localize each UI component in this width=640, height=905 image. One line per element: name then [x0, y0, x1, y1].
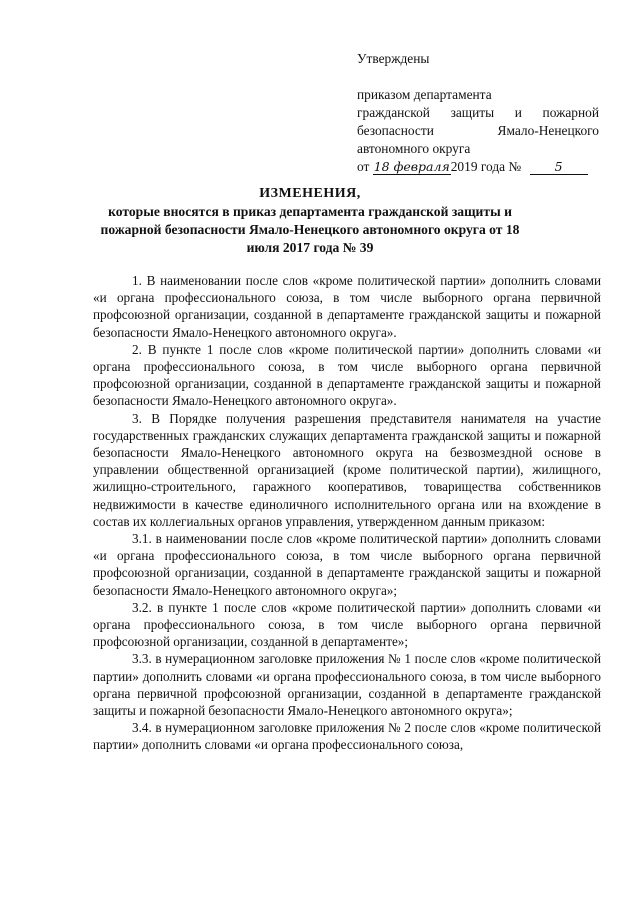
- paragraph-1: 1. В наименовании после слов «кроме политической партии» дополнить словами «и органа профессионального союза, в том числе выборного органа первичной профсоюзной организации, созданной в департаменте гражданской защиты и пожарной безопасности Ямало-Ненецкого автономного округа».: [93, 273, 601, 340]
- handwritten-number: 5: [530, 159, 588, 175]
- document-body: [93, 272, 601, 754]
- paragraph-2: 2. В пункте 1 после слов «кроме политической партии» дополнить словами «и органа профессионального союза, в том числе выборного органа первичной профсоюзной организации, созданной в департаменте гражданской защиты и пожарной безопасности Ямало-Ненецкого автономного округа».: [93, 341, 601, 409]
- approval-line-3: безопасности Ямало-Ненецкого: [357, 123, 599, 138]
- approval-line-1: приказом департамента: [357, 87, 492, 102]
- date-suffix: 2019 года №: [450, 159, 522, 174]
- title-main: ИЗМЕНЕНИЯ,: [259, 186, 361, 201]
- approval-line-4: автономного округа: [357, 141, 471, 156]
- paragraph-3-2: 3.2. в пункте 1 после слов «кроме политической партии» дополнить словами «и органа профессионального союза, в том числе выборного органа первичной профсоюзной организации, созданной в департаменте»;: [93, 599, 601, 650]
- approval-block: [357, 50, 599, 176]
- title-subtitle: которые вносятся в приказ департамента гражданской защиты и пожарной безопасности Ямало-Ненецкого автономного округа от 18 июля 2017 года № 39: [100, 204, 520, 255]
- paragraph-3-1: 3.1. в наименовании после слов «кроме политической партии» дополнить словами «и органа профессионального союза, в том числе выборного органа первичной профсоюзной организации, созданной в департаменте гражданской защиты и пожарной безопасности Ямало-Ненецкого автономного округа»;: [93, 531, 601, 598]
- paragraph-3-4: 3.4. в нумерационном заголовке приложения № 2 после слов «кроме политической партии» дополнить словами «и органа профессионального союза,: [93, 720, 601, 753]
- date-prefix: от: [357, 159, 370, 174]
- paragraph-3-3: 3.3. в нумерационном заголовке приложения № 1 после слов «кроме политической партии» дополнить словами «и органа профессионального союза, в том числе выборного органа первичной профсоюзной организации, созданной в департаменте гражданской защиты и пожарной безопасности Ямало-Ненецкого автономного округа»;: [93, 651, 601, 719]
- approval-line-2: гражданской защиты и пожарной: [357, 105, 599, 120]
- document-title: [100, 185, 520, 257]
- handwritten-date: 18 февраля: [373, 159, 450, 174]
- paragraph-3: 3. В Порядке получения разрешения представителя нанимателя на участие государственных гражданских служащих департамента гражданской защиты и пожарной безопасности Ямало-Ненецкого автономного округа на безвозмездной основе в управлении общественной организацией (кроме политической партии), жилищного, жилищно-строительного, гаражного кооперативов, товарищества собственников недвижимости в качестве единоличного исполнительного органа или на вхождение в состав их коллегиальных органов управления, утвержденном данным приказом:: [93, 410, 601, 529]
- approval-heading: Утверждены: [357, 51, 430, 66]
- approval-date-line: [357, 158, 599, 176]
